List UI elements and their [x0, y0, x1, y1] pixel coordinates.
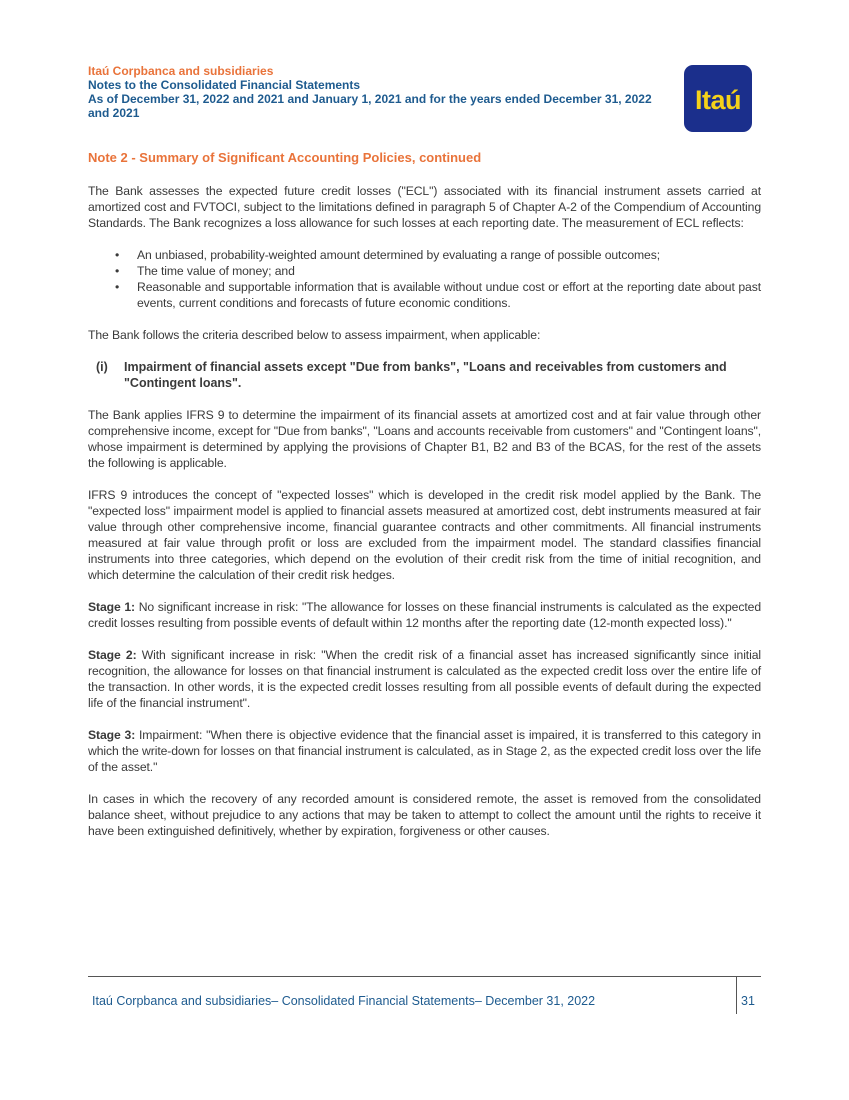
footer-text: Itaú Corpbanca and subsidiaries– Consolidated Financial Statements– December 31, 2022	[92, 994, 596, 1008]
list-item	[88, 247, 761, 263]
section-heading	[88, 359, 761, 391]
stage-text: No significant increase in risk: "The allowance for losses on these financial instruments is calculated as the expected credit losses resulting from possible events of default within 12 months after the reporting date (12-month expected loss)."	[88, 600, 761, 630]
footer-page-divider	[736, 976, 737, 1014]
ecl-bullet-list	[88, 247, 761, 311]
bullet-icon: •	[115, 248, 120, 262]
itau-logo	[684, 65, 752, 132]
document-body	[88, 150, 761, 855]
header-period-line-cont: and 2021	[88, 106, 140, 120]
criteria-paragraph: The Bank follows the criteria described below to assess impairment, when applicable:	[88, 328, 541, 342]
stage-label: Stage 2:	[88, 648, 137, 662]
ifrs-expected-loss-paragraph: IFRS 9 introduces the concept of "expected losses" which is developed in the credit risk model applied by the Bank. The "expected loss" impairment model is applied to financial assets measured at amortized cost, debt instruments measured at fair value through other comprehensive income, financial guarantee contracts and other commitments. All financial instruments measured at fair value through profit or loss are excluded from the impairment model. The standard classifies financial instruments into three categories, which depend on the evolution of their credit risk from the time of initial recognition, and which determine the calculation of their credit risk hedges.	[88, 488, 761, 582]
intro-paragraph: The Bank assesses the expected future credit losses ("ECL") associated with its financial instrument assets carried at amortized cost and FVTOCI, subject to the limitations defined in paragraph 5 of Chapter A-2 of the Compendium of Accounting Standards. The Bank recognizes a loss allowance for such losses at each reporting date. The measurement of ECL reflects:	[88, 184, 761, 230]
stage-text: Impairment: "When there is objective evidence that the financial asset is impaired, it is transferred to this category in which the write-down for losses on that financial instrument is calculated, as in Stage 2, as the expected credit loss over the life of the asset."	[88, 728, 761, 774]
bullet-icon: •	[115, 264, 120, 278]
stage-2-paragraph	[88, 647, 761, 711]
header-company: Itaú Corpbanca and subsidiaries	[88, 64, 274, 78]
stage-3-paragraph	[88, 727, 761, 775]
bullet-text: Reasonable and supportable information that is available without undue cost or effort at the reporting date about past events, current conditions and forecasts of future economic conditions.	[137, 280, 761, 310]
section-heading-text: Impairment of financial assets except "Due from banks", "Loans and receivables from customers and "Contingent loans".	[124, 360, 727, 390]
ifrs-application-paragraph: The Bank applies IFRS 9 to determine the impairment of its financial assets at amortized cost and at fair value through other comprehensive income, except for "Due from banks", "Loans and accounts receivable from customers" and "Contingent loans", whose impairment is determined by applying the provisions of Chapter B1, B2 and B3 of the BCAS, for the rest of the assets the following is applicable.	[88, 408, 762, 470]
stage-1-paragraph	[88, 599, 761, 631]
footer-divider	[88, 976, 761, 977]
header-notes-title: Notes to the Consolidated Financial Statements	[88, 78, 361, 92]
page-number: 31	[741, 994, 755, 1008]
list-item	[88, 279, 761, 311]
header-period-line: As of December 31, 2022 and 2021 and January 1, 2021 and for the years ended December 31, 2022	[88, 92, 652, 106]
recovery-paragraph: In cases in which the recovery of any recorded amount is considered remote, the asset is removed from the consolidated balance sheet, without prejudice to any actions that may be taken to attempt to collect the amount until the rights to receive it have been extinguished definitively, whether by expiration, forgiveness or other causes.	[88, 792, 761, 838]
bullet-text: An unbiased, probability-weighted amount determined by evaluating a range of possible outcomes;	[137, 248, 661, 262]
logo-text: Itaú	[694, 85, 741, 115]
note-title: Note 2 - Summary of Significant Accounting Policies, continued	[88, 150, 482, 165]
stage-label: Stage 3:	[88, 728, 136, 742]
stage-text: With significant increase in risk: "When the credit risk of a financial asset has increased significantly since initial recognition, the allowance for losses on that financial instrument is calculated as the expected credit loss over the entire life of the transaction. In other words, it is the expected credit losses resulting from all possible events of default during the expected life of the financial instrument".	[88, 648, 761, 710]
bullet-icon: •	[115, 280, 120, 294]
page-header	[88, 64, 688, 120]
bullet-text: The time value of money; and	[137, 264, 295, 278]
section-number: (i)	[96, 360, 108, 374]
stage-label: Stage 1:	[88, 600, 136, 614]
list-item	[88, 263, 761, 279]
